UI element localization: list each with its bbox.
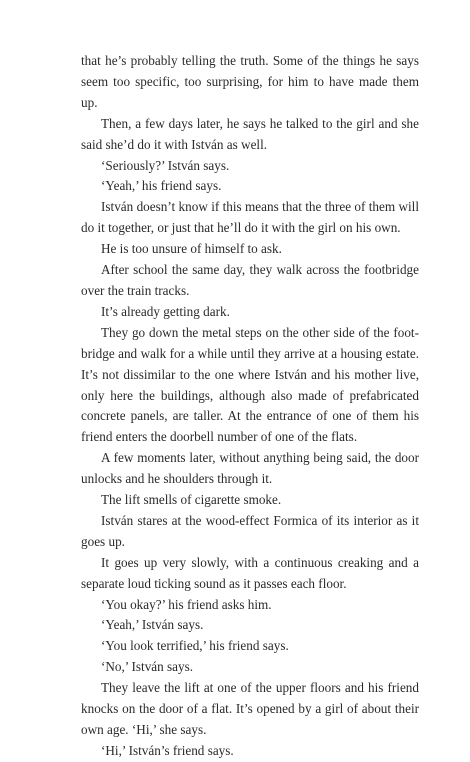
paragraph-9: They go down the metal steps on the other side of the footbridge and walk for a while until they arrive at a housing estate. It’s not dissimilar to the one where István and his mother live, only here the buildings, although also made of prefabricated concrete panels, are taller. At the entrance of one of them his friend enters the doorbell number of one of the flats. [81,324,419,445]
paragraph-13: It goes up very slowly, with a continuous creaking and a separate loud ticking sound as it passes each floor. [81,554,419,591]
paragraph-19: ‘Hi,’ István’s friend says. [101,742,234,758]
book-page-text [81,51,419,762]
paragraph-12: István stares at the wood-effect Formica of its interior as it goes up. [81,512,419,549]
paragraph-11: The lift smells of cigarette smoke. [101,492,282,508]
paragraph-10: A few moments later, without anything being said, the door unlocks and he shoulders through it. [81,450,419,487]
paragraph-16: ‘You look terrified,’ his friend says. [101,638,289,654]
paragraph-2: Then, a few days later, he says he talked to the girl and she said she’d do it with István as well. [81,115,419,152]
paragraph-17: ‘No,’ István says. [101,659,194,675]
paragraph-14: ‘You okay?’ his friend asks him. [101,596,272,612]
paragraph-15: ‘Yeah,’ István says. [101,617,204,633]
paragraph-3: ‘Seriously?’ István says. [101,157,230,173]
paragraph-4: ‘Yeah,’ his friend says. [101,178,222,194]
paragraph-7: After school the same day, they walk across the footbridge over the train tracks. [81,262,419,298]
paragraph-1: that he’s probably telling the truth. Some of the things he says seem too specific, too surprising, for him to have made them up. [81,53,419,110]
paragraph-18: They leave the lift at one of the upper floors and his friend knocks on the door of a flat. It’s opened by a girl of about their own age. ‘Hi,’ she says. [81,680,419,737]
paragraph-5: István doesn’t know if this means that the three of them will do it together, or just that he’ll do it with the girl on his own. [81,199,419,236]
paragraph-6: He is too unsure of himself to ask. [101,241,282,257]
paragraph-8: It’s already getting dark. [101,303,230,319]
